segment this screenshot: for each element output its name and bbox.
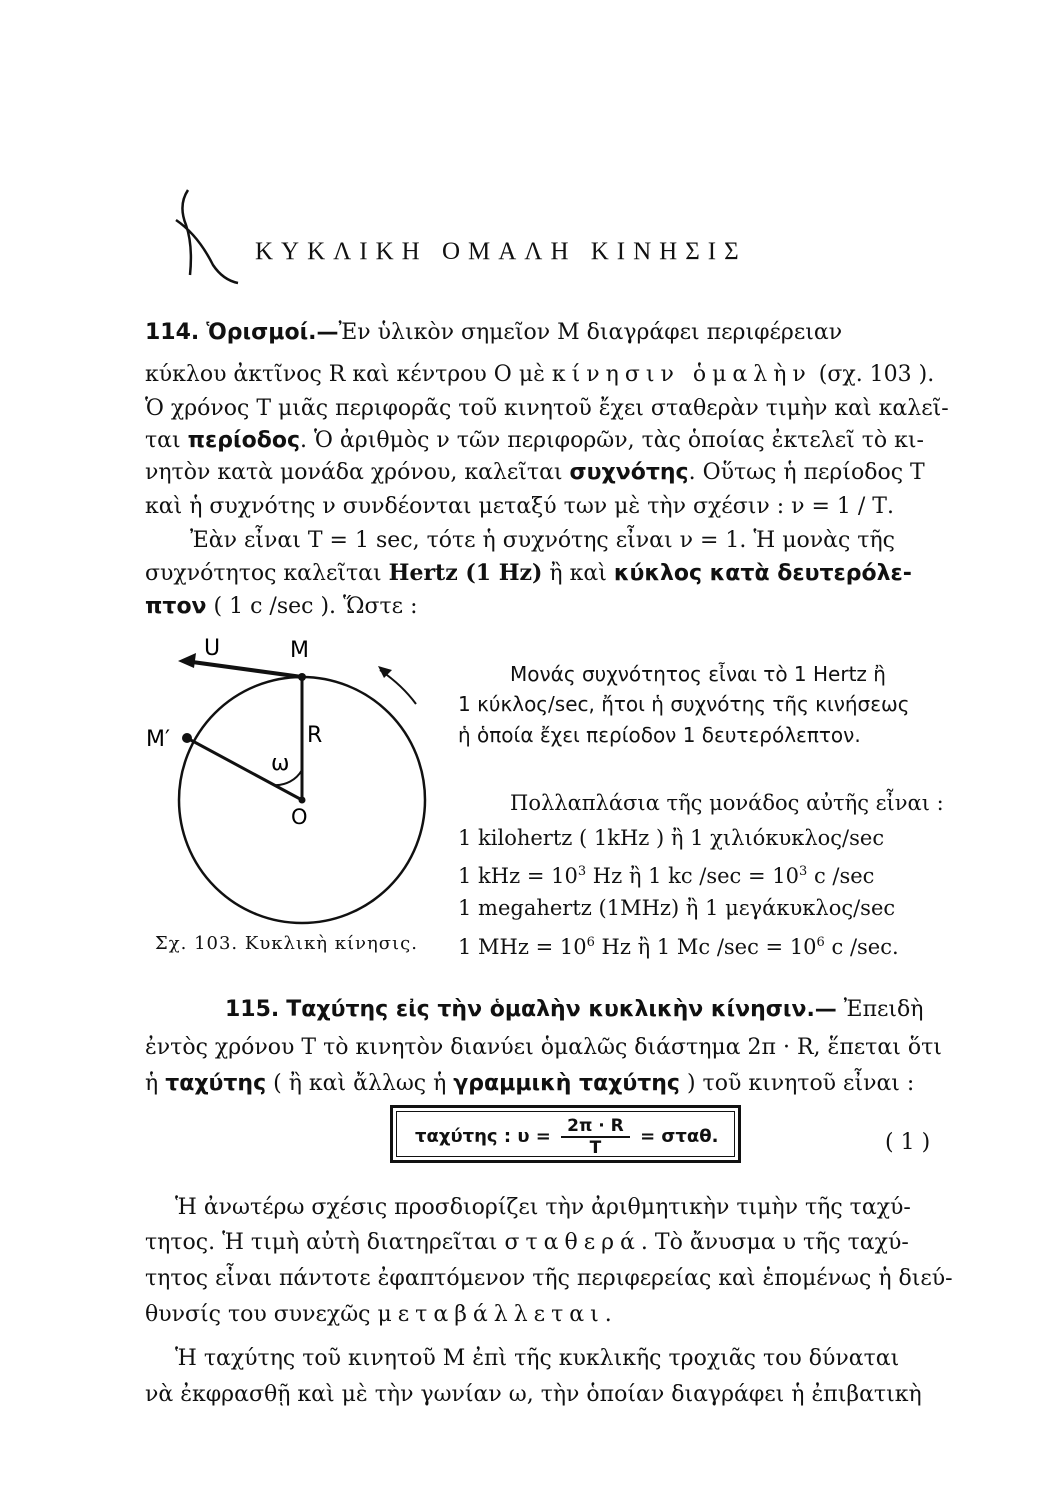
multiples-intro: Πολλαπλάσια τῆς μονάδος αὐτῆς εἶναι : — [510, 791, 944, 815]
sec115-p2-line-1: Ἡ ἀνωτέρω σχέσις προσδιορίζει τὴν ἀριθμητικὴν τιμὴν τῆς ταχύ- — [175, 1195, 911, 1220]
text-span: ἡ — [145, 1071, 166, 1096]
sec115-p3-line-2: νὰ ἐκφρασθῇ καὶ μὲ τὴν γωνίαν ω, τὴν ὁποίαν διαγράφει ἡ ἐπιβατικὴ — [145, 1382, 922, 1407]
point-o — [299, 797, 306, 804]
sec114-line-1 — [145, 318, 980, 348]
text-span: 1 MHz = 10 — [458, 935, 587, 959]
multiple-2 — [458, 858, 978, 890]
text-span: c /sec — [807, 864, 875, 888]
sec114-line-7: Ἐὰν εἶναι Τ = 1 sec, τότε ἡ συχνότης εἶναι ν = 1. Ἡ μονὰς τῆς — [190, 528, 895, 553]
figure-circular-motion — [140, 630, 440, 930]
formula-box — [390, 1105, 741, 1163]
label-o: O — [291, 805, 308, 829]
spaced-text: κίνησιν ὁμαλὴν — [551, 362, 812, 387]
text-span: c /sec. — [824, 935, 899, 959]
text-span: . Οὕτως ἡ περίοδος Τ — [688, 460, 925, 485]
sec114-line-8 — [145, 558, 980, 589]
sec115-line-3 — [145, 1069, 980, 1099]
term-period: περίοδος — [187, 428, 301, 453]
sec115-p3-line-1: Ἡ ταχύτης τοῦ κινητοῦ Μ ἐπὶ τῆς κυκλικῆς τροχιᾶς του δύναται — [175, 1346, 900, 1371]
text-span: ἢ καὶ — [542, 561, 614, 586]
text-span: . Ὁ ἀριθμὸς ν τῶν περιφορῶν, τὰς ὁποίας ἐκτελεῖ τὸ κι- — [300, 428, 924, 453]
term-cycle-per-second-end: πτον — [145, 594, 207, 619]
figure-caption: Σχ. 103. Κυκλικὴ κίνησις. — [155, 933, 418, 954]
sec114-number: 114. — [145, 320, 200, 345]
text-span: Hz ἢ 1 kc /sec = 10 — [586, 864, 799, 888]
sec114-line-9 — [145, 592, 980, 622]
exponent: 3 — [577, 864, 587, 879]
text-span: Ἐπειδὴ — [836, 997, 924, 1022]
sec115-number: 115. — [225, 997, 280, 1022]
sec114-line-5 — [145, 458, 980, 488]
formula-lhs: ταχύτης : υ = — [415, 1126, 551, 1147]
label-r: R — [307, 723, 323, 748]
equation-number: ( 1 ) — [885, 1130, 931, 1155]
text-span: θυνσίς του συνεχῶς — [145, 1302, 378, 1327]
sec114-line-3: Ὁ χρόνος Τ μιᾶς περιφορᾶς τοῦ κινητοῦ ἔχει σταθερὰν τιμὴν καὶ καλεῖ- — [145, 396, 949, 421]
velocity-arrowhead — [178, 653, 196, 668]
formula-denominator: T — [589, 1138, 602, 1158]
sec115-p2-line-4 — [145, 1300, 980, 1330]
exponent: 3 — [799, 864, 808, 879]
chapter-title: ΚΥΚΛΙΚΗ ΟΜΑΛΗ ΚΙΝΗΣΙΣ — [255, 238, 747, 265]
text-span: (σχ. 103 ). — [811, 362, 935, 387]
unit-text-1: Μονάς συχνότητος εἶναι τὸ 1 Hertz ἢ — [510, 662, 886, 686]
velocity-formula — [415, 1116, 719, 1158]
label-m: M — [290, 638, 309, 663]
term-velocity: ταχύτης — [165, 1071, 267, 1096]
point-m — [298, 673, 306, 681]
formula-numerator: 2π · R — [561, 1116, 630, 1138]
text-span: συχνότητος καλεῖται — [145, 561, 389, 586]
term-cycle-per-second: κύκλος κατὰ δευτερόλε- — [613, 561, 912, 586]
text-span: . — [604, 1302, 612, 1327]
multiple-3: 1 megahertz (1MHz) ἢ 1 μεγάκυκλος/sec — [458, 896, 896, 920]
term-linear-velocity: γραμμικὴ ταχύτης — [453, 1071, 680, 1096]
text-span: ( ἢ καὶ ἄλλως ἡ — [266, 1071, 454, 1096]
label-m-prime: M′ — [146, 727, 170, 752]
unit-text-2: 1 κύκλος/sec, ἤτοι ἡ συχνότης τῆς κινήσεως — [458, 692, 910, 716]
formula-rhs: = σταθ. — [640, 1126, 719, 1147]
sec115-heading: Ταχύτης εἰς τὴν ὁμαλὴν κυκλικὴν κίνησιν.— — [286, 997, 837, 1022]
sec114-line-4 — [145, 426, 980, 456]
sec114-line-6: καὶ ἡ συχνότης ν συνδέονται μεταξύ των μὲ τὴν σχέσιν : ν = 1 / Τ. — [145, 494, 894, 519]
spaced-text: σταθερά — [504, 1230, 641, 1255]
sec114-heading: Ὁρισμοί.— — [206, 320, 339, 345]
point-m-prime — [182, 733, 192, 743]
sec115-p2-line-2 — [145, 1228, 980, 1258]
formula-fraction — [561, 1116, 630, 1158]
text-span: τητος. Ἡ τιμὴ αὐτὴ διατηρεῖται — [145, 1230, 505, 1255]
multiple-1: 1 kilohertz ( 1kHz ) ἢ 1 χιλιόκυκλος/sec — [458, 826, 885, 850]
sec114-text: Ἐν ὑλικὸν σημεῖον Μ διαγράφει περιφέρειαν — [338, 320, 843, 345]
text-span: Hz ἢ 1 Mc /sec = 10 — [594, 935, 817, 959]
exponent: 6 — [586, 935, 595, 950]
term-frequency: συχνότης — [569, 460, 689, 485]
multiple-4 — [458, 929, 978, 961]
text-span: 1 kHz = 10 — [458, 864, 578, 888]
text-span: νητὸν κατὰ μονάδα χρόνου, καλεῖται — [145, 460, 570, 485]
sec115-line-2: ἐντὸς χρόνου Τ τὸ κινητὸν διανύει ὁμαλῶς διάστημα 2π · R, ἕπεται ὅτι — [145, 1035, 942, 1060]
sec114-line-2 — [145, 360, 980, 390]
text-span: ) τοῦ κινητοῦ εἶναι : — [679, 1071, 915, 1096]
velocity-vector — [185, 661, 302, 677]
sec115-p2-line-3: τητος εἶναι πάντοτε ἐφαπτόμενον τῆς περιφερείας καὶ ἑπομένως ἡ διεύ- — [145, 1266, 953, 1291]
unit-text-3: ἡ ὁποία ἔχει περίοδον 1 δευτερόλεπτον. — [458, 723, 861, 747]
handwritten-margin-mark-icon — [168, 185, 248, 295]
sec115-line-1 — [225, 995, 980, 1025]
text-span: . Τὸ ἄνυσμα υ τῆς ταχύ- — [640, 1230, 909, 1255]
text-span: ( 1 c /sec ). Ὥστε : — [206, 594, 418, 619]
term-hertz: Hertz (1 Hz) — [388, 560, 543, 586]
text-span: ται — [145, 428, 188, 453]
label-omega: ω — [271, 751, 290, 776]
text-span: κύκλου ἀκτῖνος R καὶ κέντρου O μὲ — [145, 362, 552, 387]
label-u: U — [204, 636, 221, 661]
exponent: 6 — [816, 935, 825, 950]
spaced-text: μεταβάλλεται — [377, 1302, 605, 1327]
